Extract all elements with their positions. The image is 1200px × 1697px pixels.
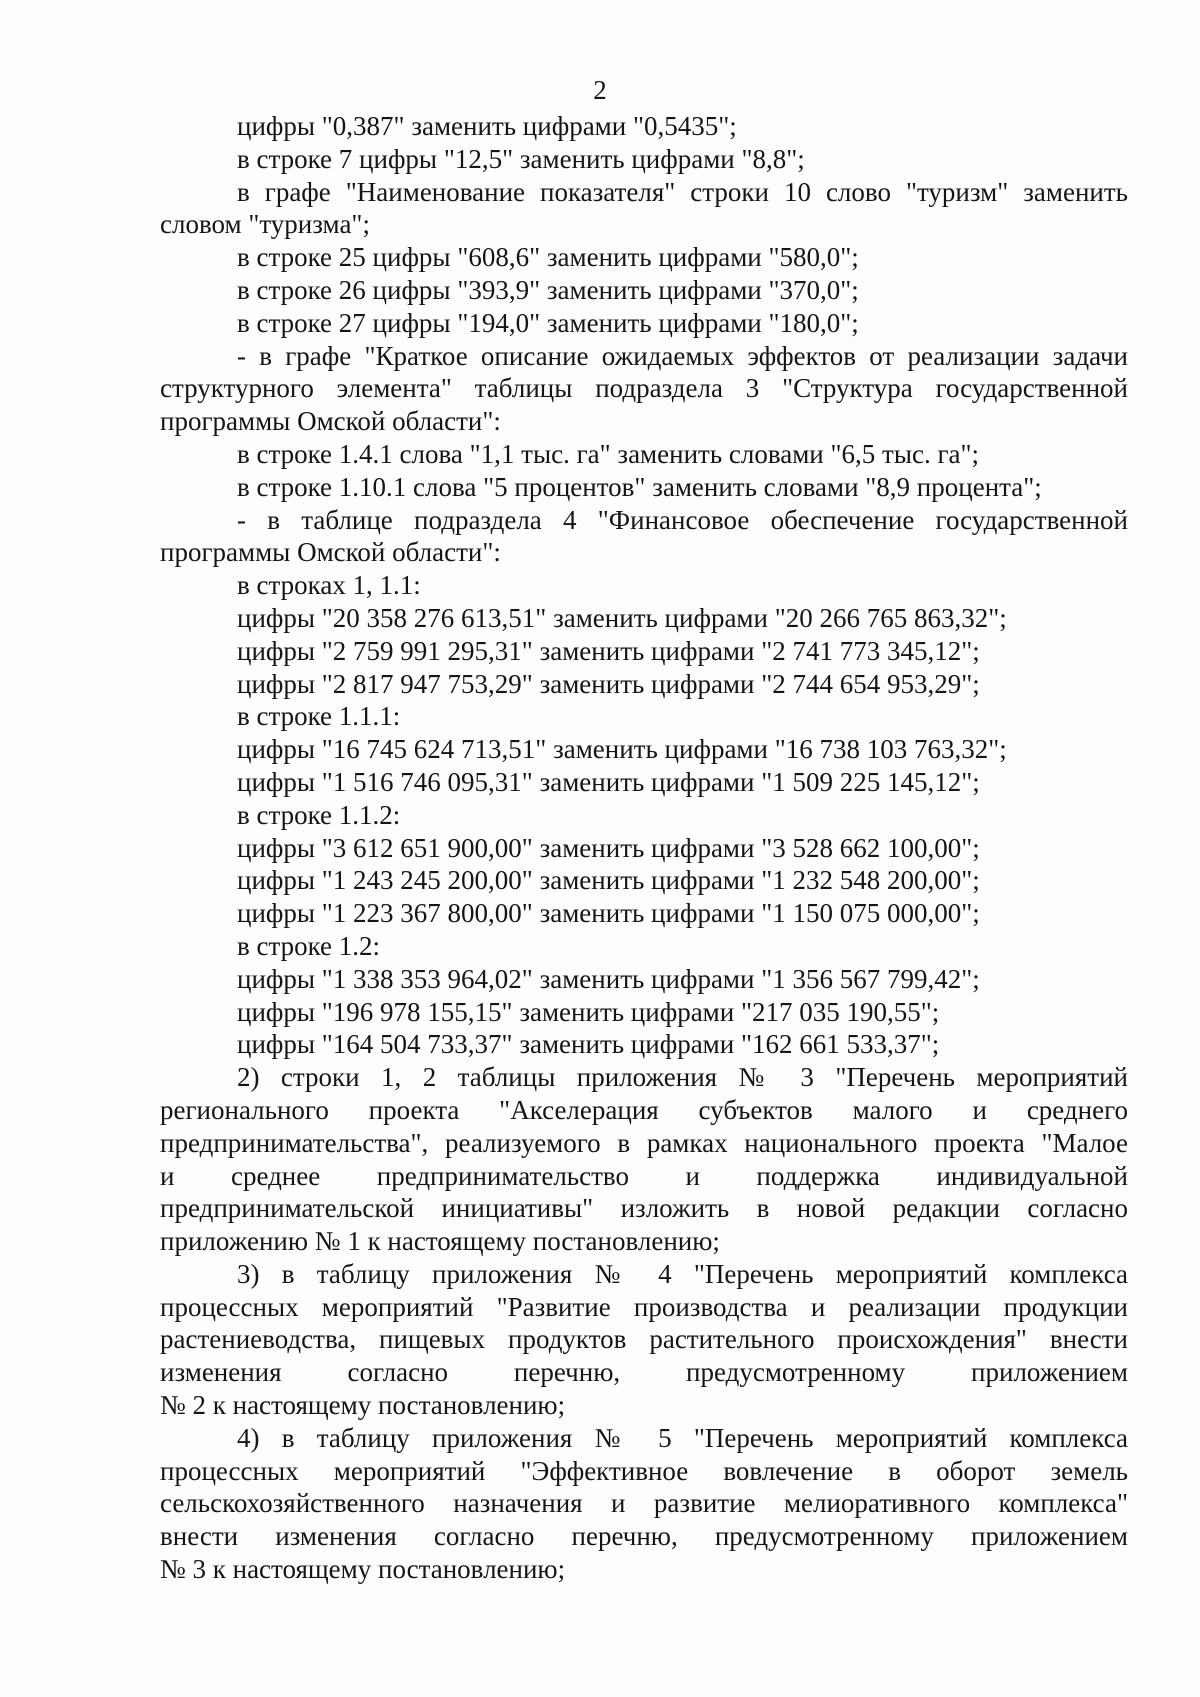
text-line: цифры "164 504 733,37" заменить цифрами "162 661 533,37";: [237, 1029, 940, 1060]
text-line: в строке 25 цифры "608,6" заменить цифрами "580,0";: [237, 242, 859, 273]
document-body: [160, 110, 1128, 1586]
text-line: словом "туризма";: [160, 209, 370, 240]
text-line: процессных мероприятий "Развитие производства и реализации продукции: [160, 1291, 1128, 1322]
page-number: 2: [593, 75, 607, 105]
text-line: внести изменения согласно перечню, предусмотренному приложением: [160, 1521, 1128, 1552]
text-line: 3) в таблицу приложения № 4 "Перечень мероприятий комплекса: [237, 1258, 1128, 1289]
text-line: в строке 7 цифры "12,5" заменить цифрами "8,8";: [237, 143, 805, 174]
text-line: программы Омской области":: [160, 537, 501, 568]
text-line: приложению № 1 к настоящему постановлению;: [160, 1226, 720, 1257]
text-line: в строке 1.10.1 слова "5 процентов" заменить словами "8,9 процента";: [237, 471, 1042, 502]
text-line: № 3 к настоящему постановлению;: [160, 1554, 566, 1585]
text-line: цифры "20 358 276 613,51" заменить цифрами "20 266 765 863,32";: [237, 602, 1007, 633]
text-line: в строке 1.4.1 слова "1,1 тыс. га" заменить словами "6,5 тыс. га";: [237, 438, 980, 469]
text-line: предпринимательской инициативы" изложить в новой редакции согласно: [160, 1193, 1128, 1224]
text-line: 2) строки 1, 2 таблицы приложения № 3 "Перечень мероприятий: [237, 1062, 1128, 1093]
text-line: и среднее предпринимательство и поддержка индивидуальной: [160, 1160, 1128, 1191]
text-line: в строках 1, 1.1:: [237, 570, 421, 601]
text-line: структурного элемента" таблицы подраздела 3 "Структура государственной: [160, 373, 1128, 404]
text-line: процессных мероприятий "Эффективное вовлечение в оборот земель: [160, 1455, 1128, 1486]
text-line: цифры "2 817 947 753,29" заменить цифрами "2 744 654 953,29";: [237, 668, 980, 699]
text-line: регионального проекта "Акселерация субъектов малого и среднего: [160, 1094, 1128, 1125]
text-line: - в таблице подраздела 4 "Финансовое обеспечение государственной: [237, 504, 1128, 535]
text-line: № 2 к настоящему постановлению;: [160, 1390, 566, 1421]
text-line: цифры "1 243 245 200,00" заменить цифрами "1 232 548 200,00";: [237, 865, 980, 896]
text-line: цифры "196 978 155,15" заменить цифрами "217 035 190,55";: [237, 996, 940, 1027]
text-line: цифры "16 745 624 713,51" заменить цифрами "16 738 103 763,32";: [237, 734, 1007, 765]
text-line: в строке 27 цифры "194,0" заменить цифрами "180,0";: [237, 307, 859, 338]
text-line: в графе "Наименование показателя" строки 10 слово "туризм" заменить: [237, 176, 1128, 207]
text-line: цифры "3 612 651 900,00" заменить цифрами "3 528 662 100,00";: [237, 832, 980, 863]
text-line: цифры "0,387" заменить цифрами "0,5435";: [237, 111, 737, 141]
text-line: в строке 1.2:: [237, 930, 381, 961]
text-line: в строке 1.1.1:: [237, 701, 401, 732]
text-line: цифры "1 223 367 800,00" заменить цифрами "1 150 075 000,00";: [237, 898, 980, 929]
text-line: в строке 26 цифры "393,9" заменить цифрами "370,0";: [237, 274, 859, 305]
text-line: сельскохозяйственного назначения и развитие мелиоративного комплекса": [160, 1488, 1128, 1519]
text-line: растениеводства, пищевых продуктов растительного происхождения" внести: [160, 1324, 1128, 1355]
text-line: цифры "1 338 353 964,02" заменить цифрами "1 356 567 799,42";: [237, 963, 980, 994]
text-line: цифры "1 516 746 095,31" заменить цифрами "1 509 225 145,12";: [237, 766, 980, 797]
text-line: предпринимательства", реализуемого в рамках национального проекта "Малое: [160, 1127, 1128, 1158]
text-line: в строке 1.1.2:: [237, 799, 401, 830]
text-line: изменения согласно перечню, предусмотренному приложением: [160, 1357, 1128, 1388]
text-line: - в графе "Краткое описание ожидаемых эффектов от реализации задачи: [237, 340, 1128, 371]
text-line: цифры "2 759 991 295,31" заменить цифрами "2 741 773 345,12";: [237, 635, 980, 666]
text-line: программы Омской области":: [160, 406, 501, 437]
text-line: 4) в таблицу приложения № 5 "Перечень мероприятий комплекса: [237, 1422, 1128, 1453]
